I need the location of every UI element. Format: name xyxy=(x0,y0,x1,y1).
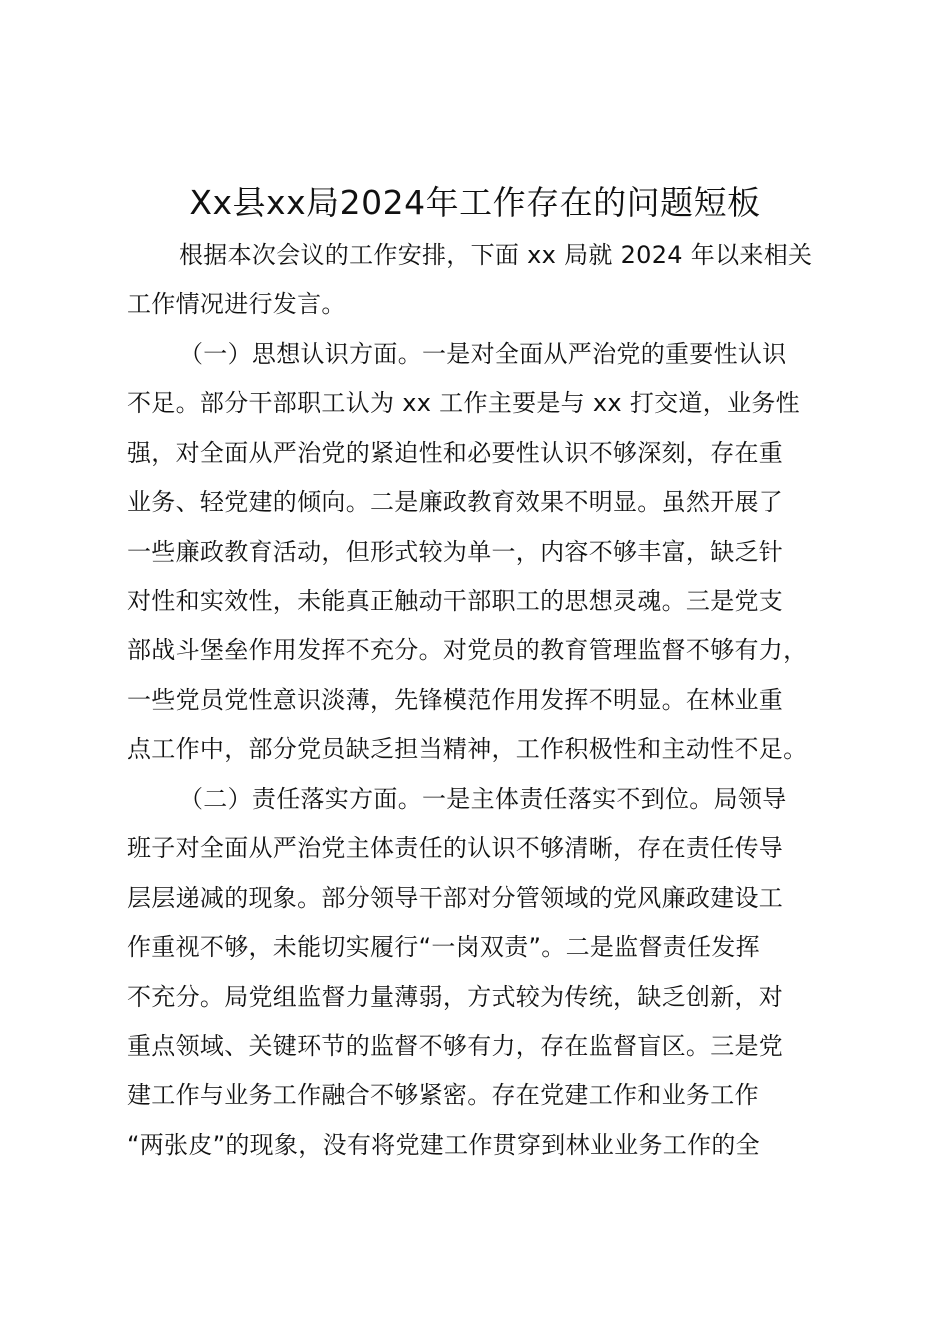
paragraph-line: 工作情况进行发言。 xyxy=(127,290,346,319)
document-title: Xx县xx局2024年工作存在的问题短板 xyxy=(189,183,761,222)
paragraph-line: 对性和实效性，未能真正触动干部职工的思想灵魂。三是党支 xyxy=(127,586,784,615)
paragraph-line: 一些廉政教育活动，但形式较为单一，内容不够丰富，缺乏针 xyxy=(127,537,784,566)
paragraph-line: 班子对全面从严治党主体责任的认识不够清晰，存在责任传导 xyxy=(127,834,784,863)
paragraph-intro xyxy=(127,231,837,330)
paragraph-line: “两张皮”的现象，没有将党建工作贯穿到林业业务工作的全 xyxy=(127,1130,760,1159)
paragraph-ideological-understanding xyxy=(127,330,837,775)
paragraph-line: 一些党员党性意识淡薄，先锋模范作用发挥不明显。在林业重 xyxy=(127,685,784,714)
paragraph-line: 层层递减的现象。部分领导干部对分管领域的党风廉政建设工 xyxy=(127,883,784,912)
paragraph-line: 不充分。局党组监督力量薄弱，方式较为传统，缺乏创新，对 xyxy=(127,982,784,1011)
paragraph-line: 部战斗堡垒作用发挥不充分。对党员的教育管理监督不够有力， xyxy=(127,636,808,665)
paragraph-line: 业务、轻党建的倾向。二是廉政教育效果不明显。虽然开展了 xyxy=(127,488,784,517)
paragraph-line: 不足。部分干部职工认为 xx 工作主要是与 xx 打交道，业务性 xyxy=(127,389,800,418)
paragraph-line: 作重视不够，未能切实履行“一岗双责”。二是监督责任发挥 xyxy=(127,933,760,962)
paragraph-responsibility-implementation xyxy=(127,775,837,1170)
paragraph-line: （一）思想认识方面。一是对全面从严治党的重要性认识 xyxy=(179,340,787,368)
paragraph-line: 根据本次会议的工作安排，下面 xx 局就 2024 年以来相关 xyxy=(179,241,813,269)
paragraph-line: 重点领域、关键环节的监督不够有力，存在监督盲区。三是党 xyxy=(127,1031,784,1060)
paragraph-line: 点工作中，部分党员缺乏担当精神，工作积极性和主动性不足。 xyxy=(127,735,808,764)
paragraph-line: 建工作与业务工作融合不够紧密。存在党建工作和业务工作 xyxy=(127,1081,759,1110)
paragraph-line: （二）责任落实方面。一是主体责任落实不到位。局领导 xyxy=(179,785,787,813)
paragraph-line: 强，对全面从严治党的紧迫性和必要性认识不够深刻，存在重 xyxy=(127,438,784,467)
